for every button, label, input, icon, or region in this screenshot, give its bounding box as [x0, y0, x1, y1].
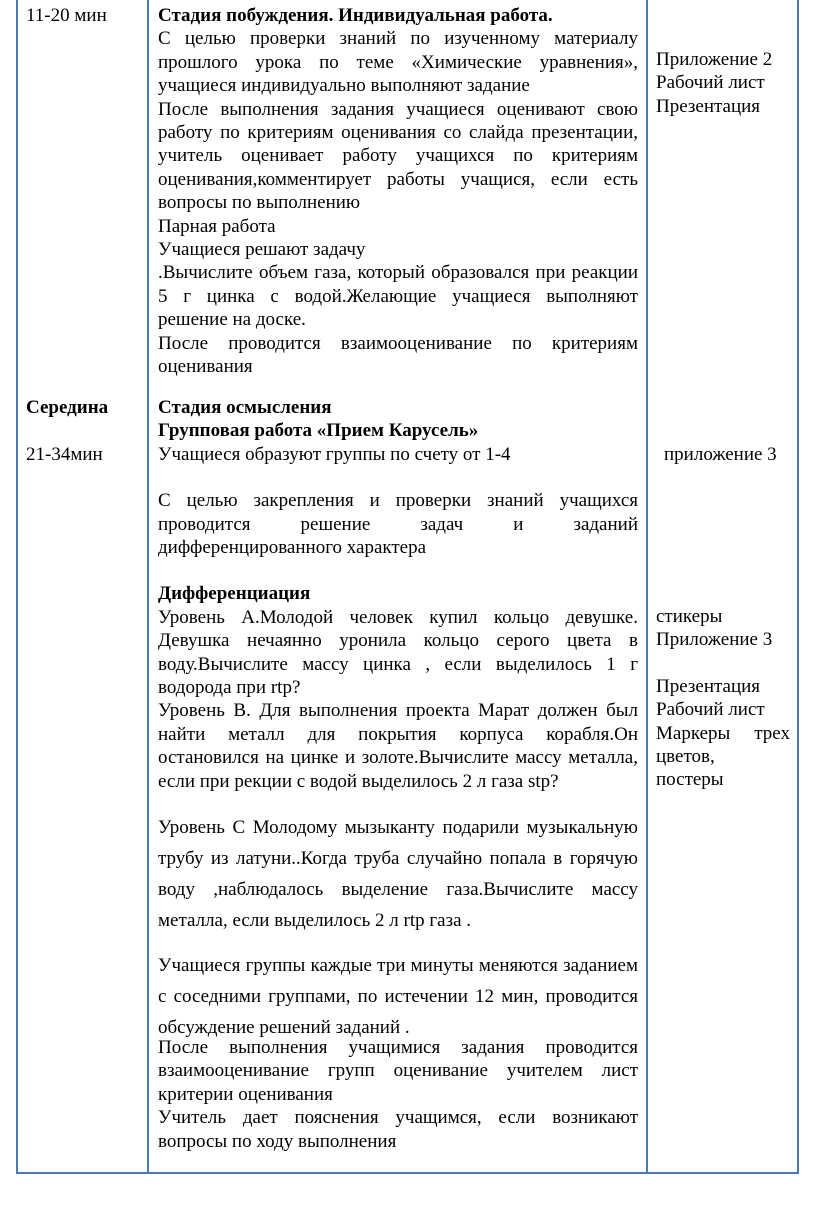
time-21-34: 21-34мин — [26, 444, 103, 465]
resource-markers: Маркеры трех цветов, — [656, 722, 790, 768]
paragraph-group-rotation: Учащиеся группы каждые три минуты меняются заданием с соседними группами, по истечении 12 мин, проводится обсуждение решений заданий . — [158, 955, 638, 1038]
paragraph-self-assessment: После выполнения задания учащиеся оценивают свою работу по критериям оценивания со слайда презентации, учитель оценивает работу учащихся по критериям оценивания,комментирует работы учащися, если есть вопросы по выполнению — [158, 98, 638, 214]
paragraph-level-c: Уровень С Молодому мызыканту подарили музыкальную трубу из латуни..Когда труба случайно попала в горячую воду ,наблюдалось выделение газа.Вычислите массу металла, если выделилось 2 л rtp газа . — [158, 817, 638, 931]
lesson-plan-table — [16, 0, 799, 1174]
paragraph-solve-task: Учащиеся решают задачу — [158, 239, 366, 261]
paragraph-consolidation: С целью закрепления и проверки знаний учащихся проводится решение задач и заданий дифференцированного характера — [158, 490, 638, 559]
heading-carousel-group-work: Групповая работа «Прием Карусель» — [158, 420, 479, 442]
heading-differentiation: Дифференциация — [158, 583, 311, 605]
column-divider-1 — [147, 0, 149, 1172]
column-divider-2 — [646, 0, 648, 1172]
time-11-20: 11-20 мин — [26, 5, 107, 26]
paragraph-level-b: Уровень В. Для выполнения проекта Марат должен был найти металл для покрытия корпуса корабля.Он остановился на цинке и золоте.Вычислите массу металла, если при рекции с водой выделилось 2 л газа stp? — [158, 700, 638, 792]
resource-appendix-2: Приложение 2 — [656, 49, 773, 70]
heading-comprehension-stage: Стадия осмысления — [158, 397, 332, 418]
stage-middle: Середина — [26, 397, 109, 418]
paragraph-peer-assessment: После проводится взаимооценивание по критериям оценивания — [158, 332, 638, 378]
resource-posters: постеры — [656, 769, 724, 791]
resource-appendix-3: Приложение 3 — [656, 629, 773, 651]
resource-presentation-2: Презентация — [656, 675, 761, 697]
label-pair-work: Парная работа — [158, 215, 276, 237]
resource-stickers: стикеры — [656, 606, 723, 627]
paragraph-gas-volume-task: .Вычислите объем газа, который образовался при реакции 5 г цинка с водой.Желающие учащиеся выполняют решение на доске. — [158, 262, 638, 331]
resource-worksheet: Рабочий лист — [656, 72, 765, 94]
paragraph-teacher-explanation: Учитель дает пояснения учащимся, если возникают вопросы по ходу выполнения — [158, 1107, 638, 1152]
paragraph-level-a: Уровень А.Молодой человек купил кольцо девушке. Девушка нечаянно уронила кольцо серого цвета в воду.Вычислите массу цинка , если выделилось 1 г водорода при rtp? — [158, 606, 638, 699]
paragraph-group-assessment: После выполнения учащимися задания проводится взаимооценивание групп оценивание учителем лист критерии оценивания — [158, 1037, 638, 1105]
resource-appendix-3-lower: приложение 3 — [664, 444, 777, 465]
paragraph-group-forming: Учащиеся образуют группы по счету от 1-4 — [158, 443, 511, 465]
heading-motivation-stage: Стадия побуждения. Индивидуальная работа. — [158, 5, 553, 26]
paragraph-knowledge-check: С целью проверки знаний по изученному материалу прошлого урока по теме «Химические уравнения», учащиеся индивидуально выполняют задание — [158, 28, 638, 97]
resource-worksheet-2: Рабочий лист — [656, 699, 765, 721]
resource-presentation: Презентация — [656, 95, 761, 117]
